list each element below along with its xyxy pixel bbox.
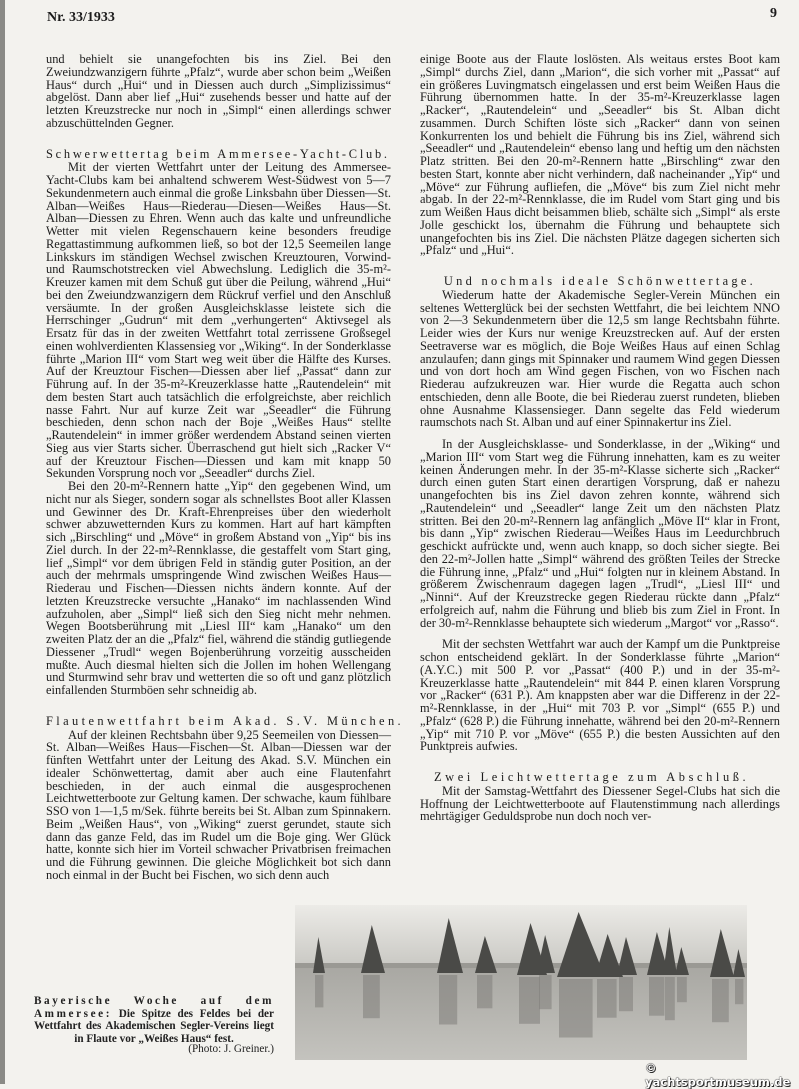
sail-reflection: [439, 975, 457, 1025]
paragraph: und behielt sie unangefochten bis ins Ziel. Bei den Zweiundzwanzigern führte „Pfalz“, wurde aber schon beim „Weißen Haus“ durch „Hui“ und in Diessen auch durch „Simplizissimus“ abgelöst. Dann aber lief „Hui“ zusehends besser und hatte auf der letzten Kreuzstrecke nur noch in „Simpl“ einen allerdings schwer abzuschüttelnden Gegner.: [46, 52, 391, 130]
sail-reflection: [315, 975, 323, 1007]
section-heading: Schwerwettertag beim Ammersee-Yacht-Club.: [46, 146, 390, 161]
photo-credit: (Photo: J. Greiner.): [188, 1043, 274, 1055]
caption-text: Die Spitze des Feldes bei der Wettfahrt des Akademischen Segler-Vereins liegt in Flaute vor „Weißes Haus“ fest.: [34, 1007, 274, 1045]
section-heading: Und nochmals ideale Schönwettertage.: [443, 274, 757, 288]
photo-caption: [34, 995, 274, 1045]
paragraph: Mit der sechsten Wettfahrt war auch der Kampf um die Punktpreise schon entscheidend geklärt. In der Sonderklasse führte „Marion“ (A.Y.C.) mit 500 P. vor „Passat“ (400 P.) und in der 35-m²-Kreuzerklasse hatte „Rautendelein“ mit 844 P. einen klaren Vorsprung vor „Racker“ (631 P.). Am knappsten aber war die Differenz in der 22-m²-Rennklasse, in der „Hui“ mit 703 P. vor „Simpl“ (655 P.) und „Pfalz“ (628 P.) die Führung innehatte, während bei den 20-m²-Rennern „Yip“ mit 710 P. vor „Möve“ (655 P.) die besten Aussichten auf den Punktpreis aufwies.: [420, 637, 780, 754]
paragraph: einige Boote aus der Flaute loslösten. Als weitaus erstes Boot kam „Simpl“ durchs Ziel, dann „Marion“, die sich vorher mit „Passat“ auf ein größeres Luvingmatsch eingelassen und erst beim Weißen Haus die Führung übernommen hatte. In der 35-m²-Kreuzerklasse lagen „Racker“, „Rautendelein“ und „Seeadler“ bis St. Alban dicht zusammen. Durch Schiften löste sich „Racker“ dann von seinen Konkurrenten los und behielt die Führung bis ins Ziel, während sich „Seeadler“ und „Rautendelein“ ebenso lang und heftig um den nächsten Platz stritten. Bei den 20-m²-Rennern hatte „Birschling“ zwar den besten Start, konnte aber nicht verhindern, daß nacheinander „Yip“ und „Möve“ zur Führung aufliefen, die „Möve“ bis zum Ziel nicht mehr abgab. In der 22-m²-Rennklasse, die im Rudel vom Start ging und bis zum Weißen Haus dicht beisammen blieb, schälte sich „Simpl“ als erste Jolle geschickt los, übernahm die Führung und behauptete sich unangefochten bis ins Ziel. Die nächsten Plätze dagegen sicherten sich „Pfalz“ und „Hui“.: [420, 52, 780, 258]
paragraph: Bei den 20-m²-Rennern hatte „Yip“ den gegebenen Wind, um nicht nur als Sieger, sondern sogar als schnellstes Boot aller Klassen und Gewinner des Dr. Kraft-Ehrenpreises über den wiederholt schwer abzuwetternden Kurs zu kommen. Hart auf hart kämpften sich „Birschling“ und „Möve“ in großem Abstand von „Yip“ bis ins Ziel durch. In der 22-m²-Rennklasse, die gestaffelt vom Start ging, lief „Simpl“ vor dem übrigen Feld in ständig guter Position, an der auch der mehrmals umspringende Wind zwischen Weißes Haus—Riederau und Fischen—Diessen nichts ändern konnte. Auf der letzten Kreuzstrecke versuchte „Hanako“ im nachlassenden Wind aufzuholen, aber „Simpl“ ließ sich den Sieg nicht mehr nehmen. Wegen Bootsberührung mit „Liesl III“ kam „Hanako“ um den zweiten Platz der an die „Pfalz“ fiel, während die ständig gutliegende Diessener „Trudl“ wegen Bojenberührung vorzeitig ausscheiden mußte. Auch diesmal hielten sich die Jollen im hohen Wellengang und Sturmwind sehr brav und wetterten die so oft und ganz plötzlich einfallenden Sturmböen sehr schneidig ab.: [46, 479, 391, 697]
sail-reflection: [363, 975, 380, 1018]
paragraph: Wiederum hatte der Akademische Segler-Verein München ein seltenes Wetterglück bei der sechsten Wettfahrt, die bei leichtem NNO von 2—3 Sekundenmetern über die 12,5 sm lange Rechtsbahn führte. Leider wies der Kurs nur wenige Kreuzstrecken auf. Auf der ersten Seetraverse war es möglich, die Boje Weißes Haus auf einen Schlag anzulaufen; dann gings mit Spinnaker und raumem Wind gegen Diessen und von dort hoch am Wind gegen Fischen, von wo Fischen nach Riederau aufzukreuzen war. Hier wurde die Regatta auch schon entschieden, denn alle Boote, die bei Riederau zuerst rundeten, blieben ohne Ausnahme Klassensieger. Dann segelte das Feld wiederum raumschots nach St. Alban und auf einer Spinnakertur ins Ziel.: [420, 287, 780, 430]
sail-reflection: [559, 979, 593, 1038]
sail-reflection: [539, 975, 552, 1009]
right-column: [420, 53, 780, 823]
caption-lead: Bayerische Woche auf dem Ammersee:: [34, 995, 274, 1020]
section-heading: Zwei Leichtwettertage zum Abschluß.: [434, 770, 750, 784]
left-column: [46, 52, 405, 882]
sail-reflection: [649, 977, 664, 1016]
section-heading: Flautenwettfahrt beim Akad. S.V. München.: [46, 713, 405, 728]
sail-reflection: [619, 977, 633, 1011]
regatta-photo: [295, 905, 747, 1060]
paragraph: Auf der kleinen Rechtsbahn über 9,25 Seemeilen von Diessen—St. Alban—Weißes Haus—Fischen—St. Alban—Diessen war der fünften Wettfahrt unter der Leitung des Akad. S.V. München ein idealer Schönwettertag, damit aber auch eine Flautenfahrt beschieden, in der auch einmal die ausgesprochenen Leichtwetterboote zur Geltung kamen. Der schwache, kaum fühlbare SSO von 1—1,5 m/Sek. führte bereits bei St. Alban zum Spinnakern. Beim „Weißen Haus“, von „Wiking“ zuerst gerundet, staute sich dann das ganze Feld, das im Rudel um die Boje ging. Wer Glück hatte, konnte sich hier im Vorteil schwacher Privatbrisen freimachen und die Führung gewinnen. Die gleiche Möglichkeit bot sich dann noch einmal in der Bucht bei Fischen, wo sich denn auch: [46, 727, 391, 882]
sail-reflection: [665, 977, 675, 1020]
sail-reflection: [477, 975, 492, 1008]
sail-reflection: [597, 979, 617, 1018]
sail-reflection: [519, 977, 540, 1024]
sail-reflection: [677, 977, 687, 1002]
paragraph: Mit der Samstag-Wettfahrt des Diessener Segel-Clubs hat sich die Hoffnung der Leichtwetterboote auf Flautenstimmung nach allerdings mehrtägiger Geduldsprobe nun doch noch ver-: [420, 783, 780, 824]
paragraph: Mit der vierten Wettfahrt unter der Leitung des Ammersee-Yacht-Clubs kam bei anhaltend schwerem West-Südwest von 5—7 Sekundenmetern auch einmal die große Linksbahn über Diessen—St. Alban—Weißes Haus—Riederau—Diesen—Weißes Haus—St. Alban—Diessen zu Ehren. Wenn auch das kalte und unfreundliche Wetter mit vielen Regenschauern keine besonders freudige Regattastimmung aufkommen ließ, so bot der 12,5 Seemeilen lange Linkskurs im ständigen Wechsel zwischen Kreuztouren, Vorwind- und Raumschotstrecken viel Abwechslung. Lediglich die 35-m²-Kreuzer kamen mit dem Schuß gut über die Peilung, während „Hui“ bei den Zweiundzwanzigern dem Rückruf verfiel und den Anschluß versäumte. In der großen Ausgleichsklasse leistete sich die Herrschinger „Gudrun“ mit dem „verhungerten“ Aktivsegel als Ersatz für das in der zweiten Wettfahrt total zerrissene Großsegel einen wohlverdienten Klassensieg vor „Wiking“. In der Sonderklasse führte „Marion III“ vom Start weg weit über die Hälfte des Kurses. Auf der Kreuztour Fischen—Diessen aber lief „Passat“ dann zur Führung auf. In der 35-m²-Kreuzerklasse hatte „Rautendelein“ mit dem besten Start auch tatsächlich die erfolgreichste, aber reichlich nasse Fahrt. Nur auf kurze Zeit war „Seeadler“ die Führung beschieden, denn schon nach der Boje „Weißes Haus“ stellte „Rautendelein“ in immer größer werdendem Abstand seinen vierten Sieg aus vier Starts sicher. Überraschend gut hielt sich „Racker V“ auf der Kreuztour Fischen—Diessen und kam mit knapp 50 Sekunden Vorsprung noch vor „Seeadler“ durchs Ziel.: [46, 160, 391, 481]
paragraph: In der Ausgleichsklasse- und Sonderklasse, in der „Wiking“ und „Marion III“ vom Start weg die Führung innehatten, kam es zu weiter keinen Änderungen mehr. In der 35-m²-Klasse sicherte sich „Racker“ durch einen guten Start einen derartigen Vorsprung, daß er nahezu unangefochten bis ins Ziel davon zehren konnte, während sich „Rautendelein“ und „Seeadler“ lange Zeit um den nächsten Platz stritten. Bei den 20-m²-Rennern lag anfänglich „Möve II“ klar in Front, bis dann „Yip“ zwischen Riederau—Weißes Haus im Leedurchbruch geschickt aufrückte und, wenn auch knapp, so doch sicher siegte. Bei den 22-m²-Jollen hatte „Simpl“ während des größten Teiles der Strecke die Führung inne, „Pfalz“ und „Hui“ folgten nur in kleinem Abstand. In größerem Zwischenraum dagegen lagen „Trudl“, „Liesl III“ und „Ninni“. Auf der Kreuzstrecke gegen Riederau rückte dann „Pfalz“ erfolgreich auf, nahm die Führung und blieb bis zum Ziel in Front. In der 30-m²-Rennklasse behauptete sich wiederum „Margot“ vor „Rasso“.: [420, 437, 780, 630]
watermark: © yachtsportmuseum.de: [645, 1061, 791, 1089]
issue-number: Nr. 33/1933: [47, 10, 115, 25]
page-number: 9: [770, 6, 777, 21]
sail-reflection: [712, 979, 729, 1022]
sail-reflection: [735, 979, 743, 1004]
page-edge: [0, 0, 5, 1084]
